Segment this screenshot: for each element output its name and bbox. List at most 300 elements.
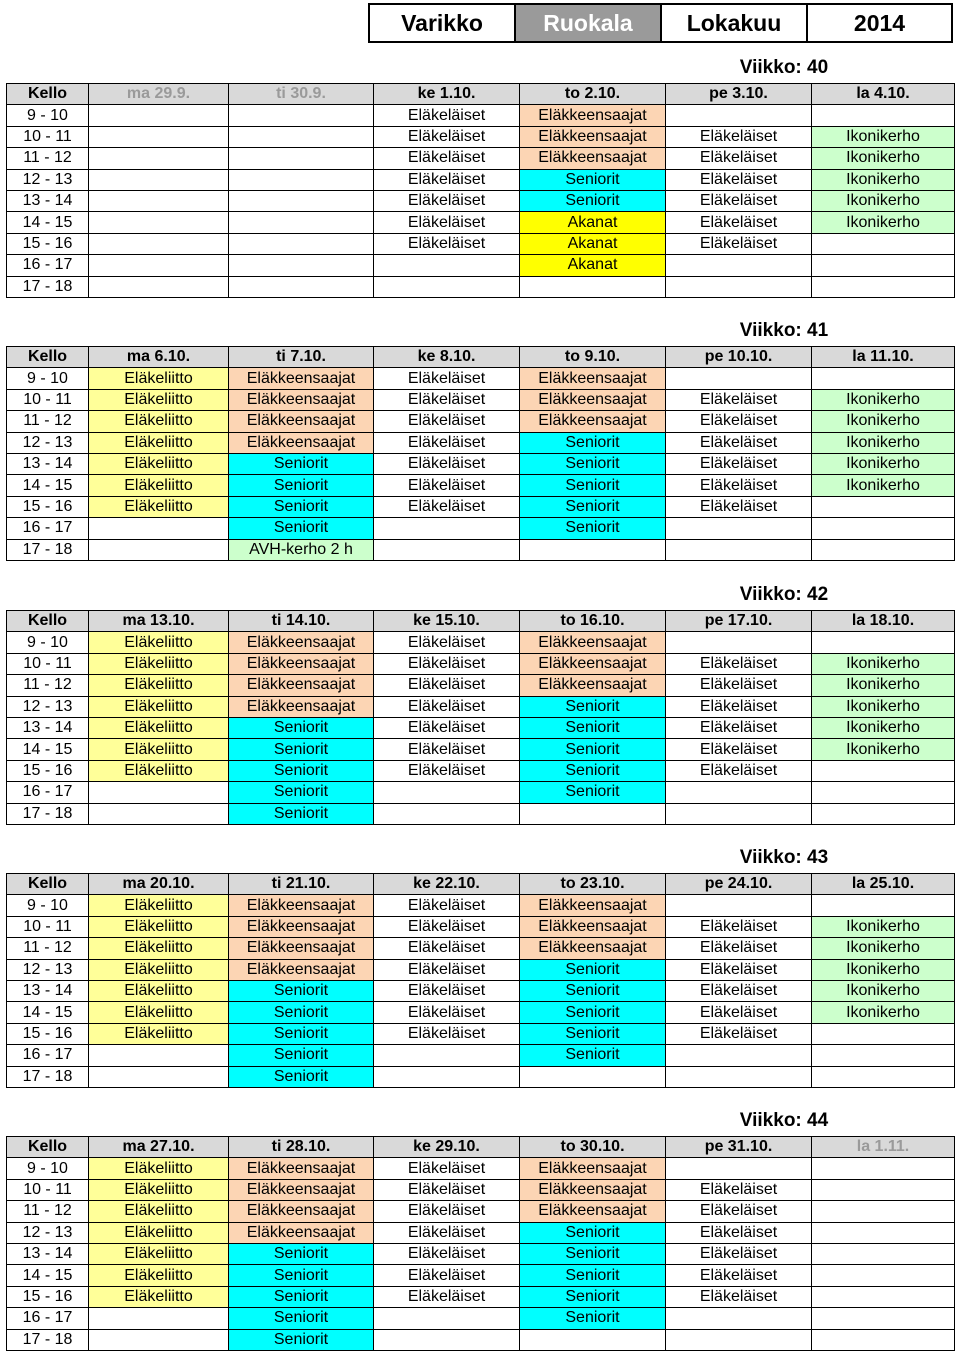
week-label-prefix: Viikko: (739, 584, 802, 605)
booking-cell: Eläkeläiset (666, 496, 812, 517)
booking-cell (666, 1066, 812, 1087)
booking-cell: Akanat (520, 212, 666, 233)
table-row (7, 803, 955, 824)
booking-cell: Seniorit (520, 739, 666, 760)
booking-cell: Eläkeliitto (89, 895, 229, 916)
booking-cell: Eläkeläiset (374, 1158, 520, 1179)
booking-cell (374, 803, 520, 824)
booking-cell (229, 190, 374, 211)
booking-cell: Seniorit (520, 1286, 666, 1307)
booking-cell: Eläkeläiset (374, 717, 520, 738)
booking-cell: Eläkkeensaajat (520, 389, 666, 410)
week-schedule-table (6, 346, 955, 561)
booking-cell: Eläkeläiset (374, 895, 520, 916)
booking-cell (666, 539, 812, 560)
booking-cell (812, 1222, 955, 1243)
booking-cell (666, 105, 812, 126)
booking-cell (812, 276, 955, 297)
table-row (7, 1243, 955, 1264)
table-row (7, 938, 955, 959)
booking-cell: Eläkeliitto (89, 938, 229, 959)
booking-cell: Eläkeläiset (666, 980, 812, 1001)
booking-cell: Eläkeläiset (374, 696, 520, 717)
booking-cell (89, 169, 229, 190)
time-slot: 9 - 10 (7, 1158, 89, 1179)
booking-cell: Eläkkeensaajat (520, 1179, 666, 1200)
booking-cell (666, 368, 812, 389)
day-header: pe 10.10. (666, 347, 812, 368)
booking-cell (666, 276, 812, 297)
booking-cell: Eläkkeensaajat (520, 126, 666, 147)
booking-cell: Seniorit (229, 1243, 374, 1264)
booking-cell: Ikonikerho (812, 212, 955, 233)
booking-cell: Eläkkeensaajat (520, 675, 666, 696)
booking-cell (89, 233, 229, 254)
booking-cell (229, 169, 374, 190)
booking-cell: Eläkeliitto (89, 1201, 229, 1222)
kello-header: Kello (7, 84, 89, 105)
booking-cell: Eläkkeensaajat (520, 368, 666, 389)
booking-cell (89, 782, 229, 803)
table-row (7, 1201, 955, 1222)
booking-cell (812, 1045, 955, 1066)
booking-cell: Eläkkeensaajat (229, 1201, 374, 1222)
booking-cell: Eläkeläiset (374, 653, 520, 674)
booking-cell: Eläkeläiset (374, 389, 520, 410)
day-header: ma 13.10. (89, 611, 229, 632)
booking-cell: Eläkeläiset (374, 1222, 520, 1243)
day-header: la 1.11. (812, 1137, 955, 1158)
week-schedule-table (6, 610, 955, 825)
booking-cell: Seniorit (520, 1243, 666, 1264)
booking-cell: Eläkeliitto (89, 739, 229, 760)
booking-cell: Eläkeläiset (374, 760, 520, 781)
booking-cell: Seniorit (520, 432, 666, 453)
booking-cell (666, 1158, 812, 1179)
booking-cell: Seniorit (520, 518, 666, 539)
booking-cell (229, 212, 374, 233)
booking-cell: Seniorit (520, 696, 666, 717)
table-row (7, 105, 955, 126)
booking-cell: Seniorit (229, 1329, 374, 1350)
booking-cell (374, 1066, 520, 1087)
time-slot: 16 - 17 (7, 1308, 89, 1329)
table-row (7, 632, 955, 653)
table-header-row (7, 1137, 955, 1158)
booking-cell: Eläkeliitto (89, 496, 229, 517)
booking-cell (374, 1308, 520, 1329)
time-slot: 14 - 15 (7, 475, 89, 496)
booking-cell: Eläkkeensaajat (520, 148, 666, 169)
time-slot: 13 - 14 (7, 1243, 89, 1264)
booking-cell: Eläkkeensaajat (229, 916, 374, 937)
time-slot: 9 - 10 (7, 632, 89, 653)
day-header: to 23.10. (520, 874, 666, 895)
booking-cell (89, 212, 229, 233)
table-row (7, 475, 955, 496)
booking-cell (812, 233, 955, 254)
booking-cell: Seniorit (229, 1265, 374, 1286)
booking-cell: Eläkeläiset (666, 169, 812, 190)
booking-cell (89, 276, 229, 297)
kello-header: Kello (7, 874, 89, 895)
booking-cell: Eläkeläiset (374, 105, 520, 126)
time-slot: 15 - 16 (7, 1286, 89, 1307)
booking-cell: Eläkeläiset (666, 675, 812, 696)
booking-cell (229, 276, 374, 297)
table-row (7, 126, 955, 147)
booking-cell: Eläkeläiset (374, 190, 520, 211)
booking-cell (374, 1329, 520, 1350)
day-header: ti 28.10. (229, 1137, 374, 1158)
booking-cell: Seniorit (520, 959, 666, 980)
booking-cell: Eläkeläiset (666, 389, 812, 410)
time-slot: 13 - 14 (7, 453, 89, 474)
table-row (7, 1179, 955, 1200)
table-row (7, 739, 955, 760)
table-row (7, 959, 955, 980)
booking-cell: Seniorit (229, 980, 374, 1001)
booking-cell (812, 518, 955, 539)
week-number: 44 (807, 1110, 829, 1131)
table-row (7, 148, 955, 169)
booking-cell: Ikonikerho (812, 453, 955, 474)
booking-cell (374, 782, 520, 803)
booking-cell: Eläkeliitto (89, 717, 229, 738)
table-row (7, 389, 955, 410)
booking-cell: Seniorit (229, 1066, 374, 1087)
day-header: la 4.10. (812, 84, 955, 105)
time-slot: 12 - 13 (7, 959, 89, 980)
table-row (7, 518, 955, 539)
day-header: to 2.10. (520, 84, 666, 105)
booking-cell: Seniorit (229, 1286, 374, 1307)
table-row (7, 212, 955, 233)
booking-cell (666, 1045, 812, 1066)
booking-cell: Eläkeliitto (89, 1158, 229, 1179)
booking-cell: Eläkeliitto (89, 368, 229, 389)
day-header: ti 21.10. (229, 874, 374, 895)
booking-cell: Eläkeläiset (374, 675, 520, 696)
header-year: 2014 (853, 9, 906, 36)
booking-cell (520, 1066, 666, 1087)
booking-cell (666, 803, 812, 824)
booking-cell: Eläkeläiset (666, 1201, 812, 1222)
booking-cell: Eläkkeensaajat (520, 938, 666, 959)
table-row (7, 1265, 955, 1286)
booking-cell: Eläkeläiset (666, 212, 812, 233)
time-slot: 10 - 11 (7, 653, 89, 674)
table-row (7, 1023, 955, 1044)
booking-cell: Eläkeliitto (89, 916, 229, 937)
table-row (7, 453, 955, 474)
booking-cell: Seniorit (229, 1308, 374, 1329)
time-slot: 15 - 16 (7, 1023, 89, 1044)
table-row (7, 1329, 955, 1350)
booking-cell (666, 895, 812, 916)
time-slot: 17 - 18 (7, 539, 89, 560)
time-slot: 17 - 18 (7, 1066, 89, 1087)
table-row (7, 1286, 955, 1307)
booking-cell (374, 539, 520, 560)
week-number: 42 (807, 584, 829, 605)
booking-cell: Ikonikerho (812, 959, 955, 980)
booking-cell: Eläkeläiset (666, 1023, 812, 1044)
booking-cell (89, 518, 229, 539)
booking-cell: Eläkeläiset (374, 496, 520, 517)
week-number: 40 (807, 57, 829, 78)
booking-cell: Seniorit (520, 782, 666, 803)
booking-cell: Seniorit (520, 1002, 666, 1023)
booking-cell: Eläkkeensaajat (229, 389, 374, 410)
booking-cell: Eläkeliitto (89, 475, 229, 496)
booking-cell: Eläkeläiset (666, 1265, 812, 1286)
booking-cell: Seniorit (520, 1222, 666, 1243)
booking-cell: Ikonikerho (812, 696, 955, 717)
day-header: pe 3.10. (666, 84, 812, 105)
time-slot: 11 - 12 (7, 938, 89, 959)
day-header: ke 8.10. (374, 347, 520, 368)
booking-cell: Eläkeläiset (666, 1002, 812, 1023)
day-header: ti 14.10. (229, 611, 374, 632)
booking-cell: Eläkkeensaajat (520, 895, 666, 916)
booking-cell (89, 126, 229, 147)
booking-cell: Seniorit (520, 496, 666, 517)
booking-cell: Eläkeläiset (666, 739, 812, 760)
day-header: la 25.10. (812, 874, 955, 895)
day-header: ti 7.10. (229, 347, 374, 368)
booking-cell (812, 803, 955, 824)
time-slot: 15 - 16 (7, 496, 89, 517)
booking-cell: Eläkeläiset (374, 126, 520, 147)
booking-cell (89, 1066, 229, 1087)
booking-cell: Eläkeläiset (374, 453, 520, 474)
booking-cell (89, 803, 229, 824)
booking-cell: Eläkeläiset (666, 233, 812, 254)
booking-cell (666, 255, 812, 276)
booking-cell: Eläkeliitto (89, 1023, 229, 1044)
booking-cell: Eläkeliitto (89, 1222, 229, 1243)
booking-cell: Eläkkeensaajat (229, 653, 374, 674)
booking-cell: Eläkeliitto (89, 1002, 229, 1023)
booking-cell (812, 255, 955, 276)
table-row (7, 760, 955, 781)
time-slot: 17 - 18 (7, 276, 89, 297)
table-row (7, 411, 955, 432)
booking-cell: Seniorit (229, 1023, 374, 1044)
time-slot: 9 - 10 (7, 105, 89, 126)
booking-cell: Eläkeläiset (374, 632, 520, 653)
table-row (7, 1222, 955, 1243)
time-slot: 14 - 15 (7, 1265, 89, 1286)
table-row (7, 1002, 955, 1023)
booking-cell: Eläkeläiset (374, 411, 520, 432)
week-label (704, 584, 864, 606)
booking-cell: Eläkeläiset (374, 169, 520, 190)
booking-cell: Seniorit (520, 1045, 666, 1066)
booking-cell: Eläkkeensaajat (229, 675, 374, 696)
table-row (7, 190, 955, 211)
day-header: ke 1.10. (374, 84, 520, 105)
table-header-row (7, 611, 955, 632)
booking-cell (229, 126, 374, 147)
booking-cell: Eläkeläiset (374, 916, 520, 937)
booking-cell: Ikonikerho (812, 653, 955, 674)
booking-cell: Seniorit (520, 169, 666, 190)
booking-cell: Eläkeläiset (666, 148, 812, 169)
booking-cell: Eläkeläiset (666, 1286, 812, 1307)
day-header: ma 6.10. (89, 347, 229, 368)
day-header: ma 27.10. (89, 1137, 229, 1158)
booking-cell: Eläkeläiset (374, 1201, 520, 1222)
time-slot: 10 - 11 (7, 916, 89, 937)
booking-cell (666, 1308, 812, 1329)
booking-cell: Eläkeläiset (374, 212, 520, 233)
booking-cell: Eläkkeensaajat (229, 368, 374, 389)
booking-cell (812, 1023, 955, 1044)
booking-cell: Ikonikerho (812, 148, 955, 169)
day-header: ke 15.10. (374, 611, 520, 632)
booking-cell: Eläkeliitto (89, 1243, 229, 1264)
booking-cell: Eläkkeensaajat (229, 895, 374, 916)
booking-cell: Eläkeläiset (374, 1243, 520, 1264)
table-row (7, 1158, 955, 1179)
week-number: 41 (807, 320, 829, 341)
booking-cell (666, 632, 812, 653)
week-label-prefix: Viikko: (739, 847, 802, 868)
booking-cell: Seniorit (229, 739, 374, 760)
booking-cell (812, 632, 955, 653)
booking-cell (812, 105, 955, 126)
day-header: ma 20.10. (89, 874, 229, 895)
booking-cell: Eläkeläiset (666, 411, 812, 432)
day-header: to 9.10. (520, 347, 666, 368)
time-slot: 13 - 14 (7, 980, 89, 1001)
booking-cell: Eläkeliitto (89, 653, 229, 674)
booking-cell: Seniorit (520, 717, 666, 738)
time-slot: 13 - 14 (7, 190, 89, 211)
booking-cell: Eläkeläiset (666, 696, 812, 717)
booking-cell (89, 105, 229, 126)
booking-cell: Eläkeläiset (666, 432, 812, 453)
booking-cell: Eläkkeensaajat (520, 411, 666, 432)
week-label (704, 1110, 864, 1132)
booking-cell: Seniorit (520, 1308, 666, 1329)
table-row (7, 539, 955, 560)
booking-cell: Eläkkeensaajat (229, 938, 374, 959)
booking-cell (89, 1329, 229, 1350)
booking-cell: Eläkkeensaajat (229, 632, 374, 653)
booking-cell: Eläkkeensaajat (520, 1158, 666, 1179)
booking-cell: Eläkeliitto (89, 432, 229, 453)
booking-cell: Eläkkeensaajat (229, 1222, 374, 1243)
table-row (7, 980, 955, 1001)
booking-cell (374, 1045, 520, 1066)
booking-cell (374, 518, 520, 539)
time-slot: 10 - 11 (7, 389, 89, 410)
booking-cell: Eläkkeensaajat (229, 959, 374, 980)
booking-cell: Ikonikerho (812, 411, 955, 432)
booking-cell: Eläkeläiset (666, 760, 812, 781)
booking-cell: Ikonikerho (812, 169, 955, 190)
booking-cell: Seniorit (229, 803, 374, 824)
booking-cell: Eläkeliitto (89, 959, 229, 980)
time-slot: 11 - 12 (7, 1201, 89, 1222)
time-slot: 9 - 10 (7, 368, 89, 389)
booking-cell: Seniorit (520, 1265, 666, 1286)
booking-cell: Eläkeliitto (89, 675, 229, 696)
day-header: to 16.10. (520, 611, 666, 632)
booking-cell (812, 1329, 955, 1350)
time-slot: 12 - 13 (7, 1222, 89, 1243)
booking-cell: Eläkeläiset (374, 980, 520, 1001)
time-slot: 12 - 13 (7, 169, 89, 190)
booking-cell: AVH-kerho 2 h (229, 539, 374, 560)
booking-cell: Seniorit (229, 760, 374, 781)
booking-cell (666, 1329, 812, 1350)
booking-cell: Eläkeläiset (374, 1286, 520, 1307)
time-slot: 17 - 18 (7, 1329, 89, 1350)
booking-cell: Eläkeläiset (374, 1023, 520, 1044)
time-slot: 16 - 17 (7, 255, 89, 276)
booking-cell: Eläkeläiset (666, 453, 812, 474)
table-header-row (7, 84, 955, 105)
week-number: 43 (807, 847, 829, 868)
week-label-prefix: Viikko: (739, 320, 802, 341)
table-row (7, 233, 955, 254)
time-slot: 12 - 13 (7, 696, 89, 717)
booking-cell: Eläkeläiset (374, 148, 520, 169)
booking-cell: Seniorit (229, 518, 374, 539)
booking-cell: Eläkeläiset (374, 233, 520, 254)
week-label (704, 847, 864, 869)
booking-cell (812, 1243, 955, 1264)
table-header-row (7, 874, 955, 895)
table-row (7, 1308, 955, 1329)
kello-header: Kello (7, 347, 89, 368)
booking-cell: Seniorit (229, 475, 374, 496)
table-row (7, 169, 955, 190)
booking-cell: Eläkeläiset (374, 1002, 520, 1023)
booking-cell: Seniorit (520, 453, 666, 474)
booking-cell: Ikonikerho (812, 916, 955, 937)
booking-cell (374, 276, 520, 297)
time-slot: 9 - 10 (7, 895, 89, 916)
booking-cell: Seniorit (520, 980, 666, 1001)
booking-cell: Eläkeläiset (666, 938, 812, 959)
day-header: pe 24.10. (666, 874, 812, 895)
table-header-row (7, 347, 955, 368)
booking-cell (812, 1179, 955, 1200)
booking-cell: Eläkeläiset (374, 938, 520, 959)
time-slot: 14 - 15 (7, 212, 89, 233)
day-header: to 30.10. (520, 1137, 666, 1158)
booking-cell: Eläkeläiset (374, 739, 520, 760)
week-label (704, 57, 864, 79)
booking-cell: Ikonikerho (812, 389, 955, 410)
booking-cell (812, 539, 955, 560)
booking-cell (812, 1158, 955, 1179)
time-slot: 12 - 13 (7, 432, 89, 453)
booking-cell: Eläkeliitto (89, 1286, 229, 1307)
booking-cell: Eläkkeensaajat (520, 653, 666, 674)
booking-cell: Eläkkeensaajat (229, 411, 374, 432)
week-label-prefix: Viikko: (739, 57, 802, 78)
booking-cell (666, 782, 812, 803)
time-slot: 14 - 15 (7, 739, 89, 760)
booking-cell (89, 255, 229, 276)
booking-cell: Ikonikerho (812, 717, 955, 738)
